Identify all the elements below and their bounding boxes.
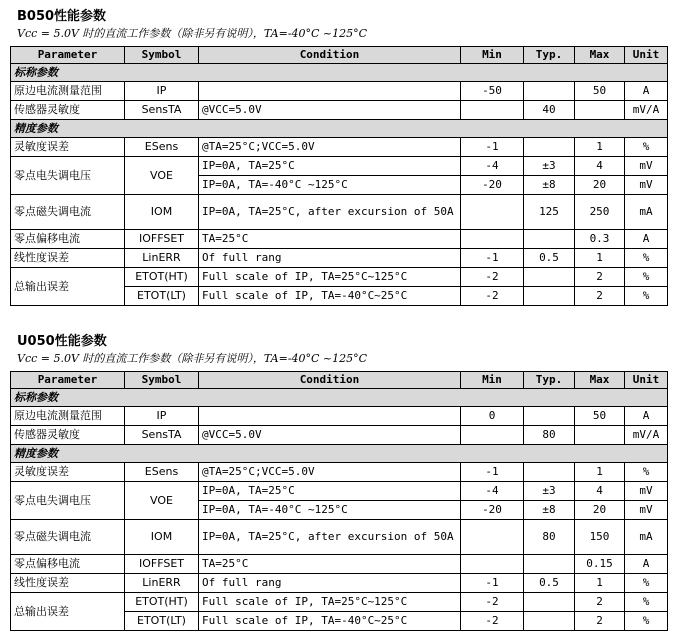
header-row bbox=[11, 372, 668, 389]
min-cell: -2 bbox=[461, 612, 524, 631]
condition-cell: TA=25°C bbox=[199, 555, 461, 574]
max-cell: 1 bbox=[575, 463, 625, 482]
min-cell bbox=[461, 426, 524, 445]
parameter-cell: 零点磁失调电流 bbox=[11, 195, 125, 230]
max-cell: 20 bbox=[575, 501, 625, 520]
parameter-cell: 传感器灵敏度 bbox=[11, 101, 125, 120]
condition-cell: Full scale of IP, TA=-40°C~25°C bbox=[199, 612, 461, 631]
symbol-cell: VOE bbox=[125, 482, 199, 520]
max-cell: 2 bbox=[575, 593, 625, 612]
max-cell: 2 bbox=[575, 287, 625, 306]
symbol-cell: VOE bbox=[125, 157, 199, 195]
typ-cell: 40 bbox=[524, 101, 575, 120]
symbol-cell: ETOT(HT) bbox=[125, 593, 199, 612]
unit-cell: mV/A bbox=[625, 101, 668, 120]
unit-cell: % bbox=[625, 249, 668, 268]
table-row bbox=[11, 195, 668, 230]
max-cell: 4 bbox=[575, 157, 625, 176]
typ-cell: 80 bbox=[524, 426, 575, 445]
max-cell: 50 bbox=[575, 407, 625, 426]
condition-cell: IP=0A, TA=-40°C ~125°C bbox=[199, 176, 461, 195]
min-cell: -4 bbox=[461, 482, 524, 501]
header-row bbox=[11, 47, 668, 64]
header-parameter: Parameter bbox=[11, 47, 125, 64]
table-row bbox=[11, 82, 668, 101]
min-cell: -20 bbox=[461, 176, 524, 195]
min-cell: -20 bbox=[461, 501, 524, 520]
header-unit: Unit bbox=[625, 47, 668, 64]
unit-cell: mA bbox=[625, 520, 668, 555]
min-cell bbox=[461, 555, 524, 574]
symbol-cell: ESens bbox=[125, 138, 199, 157]
parameter-cell: 总输出误差 bbox=[11, 268, 125, 306]
spec-table bbox=[10, 371, 668, 631]
typ-cell bbox=[524, 612, 575, 631]
condition-cell: @TA=25°C;VCC=5.0V bbox=[199, 463, 461, 482]
table-row bbox=[11, 157, 668, 176]
parameter-cell: 零点磁失调电流 bbox=[11, 520, 125, 555]
min-cell bbox=[461, 520, 524, 555]
parameter-cell: 灵敏度误差 bbox=[11, 138, 125, 157]
table-row bbox=[11, 249, 668, 268]
table-row bbox=[11, 463, 668, 482]
symbol-cell: SensTA bbox=[125, 101, 199, 120]
max-cell: 2 bbox=[575, 612, 625, 631]
max-cell: 1 bbox=[575, 138, 625, 157]
category-label: 精度参数 bbox=[11, 445, 668, 463]
unit-cell: % bbox=[625, 287, 668, 306]
section-condition: Vcc = 5.0V 时的直流工作参数（除非另有说明），TA=-40°C ~125°C bbox=[17, 352, 368, 365]
condition-cell bbox=[199, 407, 461, 426]
unit-cell: % bbox=[625, 138, 668, 157]
unit-cell: % bbox=[625, 593, 668, 612]
unit-cell: A bbox=[625, 555, 668, 574]
unit-cell: mV/A bbox=[625, 426, 668, 445]
condition-cell: Full scale of IP, TA=25°C~125°C bbox=[199, 268, 461, 287]
unit-cell: mV bbox=[625, 157, 668, 176]
typ-cell bbox=[524, 407, 575, 426]
symbol-cell: IP bbox=[125, 82, 199, 101]
table-row bbox=[11, 138, 668, 157]
max-cell bbox=[575, 426, 625, 445]
header-min: Min bbox=[461, 47, 524, 64]
table-row bbox=[11, 101, 668, 120]
table-row bbox=[11, 426, 668, 445]
condition-cell: IP=0A, TA=25°C bbox=[199, 157, 461, 176]
typ-cell bbox=[524, 463, 575, 482]
max-cell: 0.15 bbox=[575, 555, 625, 574]
max-cell: 20 bbox=[575, 176, 625, 195]
max-cell: 1 bbox=[575, 249, 625, 268]
unit-cell: mV bbox=[625, 501, 668, 520]
min-cell: -2 bbox=[461, 287, 524, 306]
category-label: 标称参数 bbox=[11, 64, 668, 82]
typ-cell bbox=[524, 82, 575, 101]
section-title: U050性能参数 bbox=[17, 334, 107, 349]
table-row bbox=[11, 593, 668, 612]
typ-cell bbox=[524, 287, 575, 306]
typ-cell: ±3 bbox=[524, 157, 575, 176]
symbol-cell: IOFFSET bbox=[125, 555, 199, 574]
typ-cell: ±3 bbox=[524, 482, 575, 501]
unit-cell: mV bbox=[625, 482, 668, 501]
category-row bbox=[11, 120, 668, 138]
max-cell bbox=[575, 101, 625, 120]
condition-cell: Of full rang bbox=[199, 574, 461, 593]
typ-cell: 0.5 bbox=[524, 249, 575, 268]
header-typ: Typ. bbox=[524, 372, 575, 389]
max-cell: 50 bbox=[575, 82, 625, 101]
unit-cell: mV bbox=[625, 176, 668, 195]
table-body bbox=[11, 64, 668, 306]
unit-cell: % bbox=[625, 574, 668, 593]
min-cell: -1 bbox=[461, 574, 524, 593]
parameter-cell: 零点电失调电压 bbox=[11, 157, 125, 195]
category-row bbox=[11, 64, 668, 82]
min-cell: -1 bbox=[461, 138, 524, 157]
table-row bbox=[11, 520, 668, 555]
header-symbol: Symbol bbox=[125, 47, 199, 64]
header-condition: Condition bbox=[199, 372, 461, 389]
typ-cell: 125 bbox=[524, 195, 575, 230]
symbol-cell: LinERR bbox=[125, 574, 199, 593]
min-cell bbox=[461, 101, 524, 120]
parameter-cell: 原边电流测量范围 bbox=[11, 407, 125, 426]
symbol-cell: ETOT(LT) bbox=[125, 612, 199, 631]
section-title: B050性能参数 bbox=[17, 9, 107, 24]
condition-cell: Of full rang bbox=[199, 249, 461, 268]
symbol-cell: SensTA bbox=[125, 426, 199, 445]
header-max: Max bbox=[575, 47, 625, 64]
category-label: 标称参数 bbox=[11, 389, 668, 407]
typ-cell bbox=[524, 138, 575, 157]
symbol-cell: ESens bbox=[125, 463, 199, 482]
header-max: Max bbox=[575, 372, 625, 389]
header-min: Min bbox=[461, 372, 524, 389]
section-condition: Vcc = 5.0V 时的直流工作参数（除非另有说明），TA=-40°C ~125°C bbox=[17, 27, 368, 40]
table-row bbox=[11, 268, 668, 287]
header-condition: Condition bbox=[199, 47, 461, 64]
symbol-cell: IOM bbox=[125, 520, 199, 555]
condition-cell: IP=0A, TA=25°C, after excursion of 50A bbox=[199, 520, 461, 555]
symbol-cell: LinERR bbox=[125, 249, 199, 268]
condition-cell: @TA=25°C;VCC=5.0V bbox=[199, 138, 461, 157]
min-cell: -2 bbox=[461, 268, 524, 287]
min-cell: -1 bbox=[461, 463, 524, 482]
max-cell: 250 bbox=[575, 195, 625, 230]
typ-cell: 0.5 bbox=[524, 574, 575, 593]
parameter-cell: 总输出误差 bbox=[11, 593, 125, 631]
unit-cell: % bbox=[625, 612, 668, 631]
header-symbol: Symbol bbox=[125, 372, 199, 389]
max-cell: 150 bbox=[575, 520, 625, 555]
max-cell: 0.3 bbox=[575, 230, 625, 249]
spec-table bbox=[10, 46, 668, 306]
condition-cell: Full scale of IP, TA=25°C~125°C bbox=[199, 593, 461, 612]
typ-cell bbox=[524, 268, 575, 287]
symbol-cell: IOM bbox=[125, 195, 199, 230]
header-typ: Typ. bbox=[524, 47, 575, 64]
condition-cell: IP=0A, TA=25°C, after excursion of 50A bbox=[199, 195, 461, 230]
table-row bbox=[11, 574, 668, 593]
min-cell bbox=[461, 230, 524, 249]
condition-cell: @VCC=5.0V bbox=[199, 101, 461, 120]
parameter-cell: 零点偏移电流 bbox=[11, 555, 125, 574]
min-cell: -50 bbox=[461, 82, 524, 101]
condition-cell: IP=0A, TA=-40°C ~125°C bbox=[199, 501, 461, 520]
table-row bbox=[11, 555, 668, 574]
table-body bbox=[11, 389, 668, 631]
condition-cell: Full scale of IP, TA=-40°C~25°C bbox=[199, 287, 461, 306]
table-row bbox=[11, 482, 668, 501]
table-row bbox=[11, 407, 668, 426]
category-row bbox=[11, 445, 668, 463]
parameter-cell: 灵敏度误差 bbox=[11, 463, 125, 482]
typ-cell bbox=[524, 230, 575, 249]
unit-cell: A bbox=[625, 230, 668, 249]
header-parameter: Parameter bbox=[11, 372, 125, 389]
condition-cell: IP=0A, TA=25°C bbox=[199, 482, 461, 501]
table-row bbox=[11, 230, 668, 249]
min-cell: -2 bbox=[461, 593, 524, 612]
category-label: 精度参数 bbox=[11, 120, 668, 138]
unit-cell: % bbox=[625, 268, 668, 287]
min-cell: 0 bbox=[461, 407, 524, 426]
parameter-cell: 零点偏移电流 bbox=[11, 230, 125, 249]
min-cell: -1 bbox=[461, 249, 524, 268]
typ-cell bbox=[524, 593, 575, 612]
symbol-cell: IP bbox=[125, 407, 199, 426]
typ-cell: ±8 bbox=[524, 501, 575, 520]
max-cell: 4 bbox=[575, 482, 625, 501]
condition-cell: @VCC=5.0V bbox=[199, 426, 461, 445]
parameter-cell: 零点电失调电压 bbox=[11, 482, 125, 520]
unit-cell: mA bbox=[625, 195, 668, 230]
category-row bbox=[11, 389, 668, 407]
parameter-cell: 线性度误差 bbox=[11, 574, 125, 593]
symbol-cell: ETOT(LT) bbox=[125, 287, 199, 306]
unit-cell: A bbox=[625, 407, 668, 426]
parameter-cell: 原边电流测量范围 bbox=[11, 82, 125, 101]
max-cell: 1 bbox=[575, 574, 625, 593]
parameter-cell: 线性度误差 bbox=[11, 249, 125, 268]
min-cell bbox=[461, 195, 524, 230]
header-unit: Unit bbox=[625, 372, 668, 389]
typ-cell: ±8 bbox=[524, 176, 575, 195]
typ-cell bbox=[524, 555, 575, 574]
parameter-cell: 传感器灵敏度 bbox=[11, 426, 125, 445]
condition-cell: TA=25°C bbox=[199, 230, 461, 249]
condition-cell bbox=[199, 82, 461, 101]
max-cell: 2 bbox=[575, 268, 625, 287]
symbol-cell: IOFFSET bbox=[125, 230, 199, 249]
unit-cell: % bbox=[625, 463, 668, 482]
min-cell: -4 bbox=[461, 157, 524, 176]
symbol-cell: ETOT(HT) bbox=[125, 268, 199, 287]
unit-cell: A bbox=[625, 82, 668, 101]
typ-cell: 80 bbox=[524, 520, 575, 555]
